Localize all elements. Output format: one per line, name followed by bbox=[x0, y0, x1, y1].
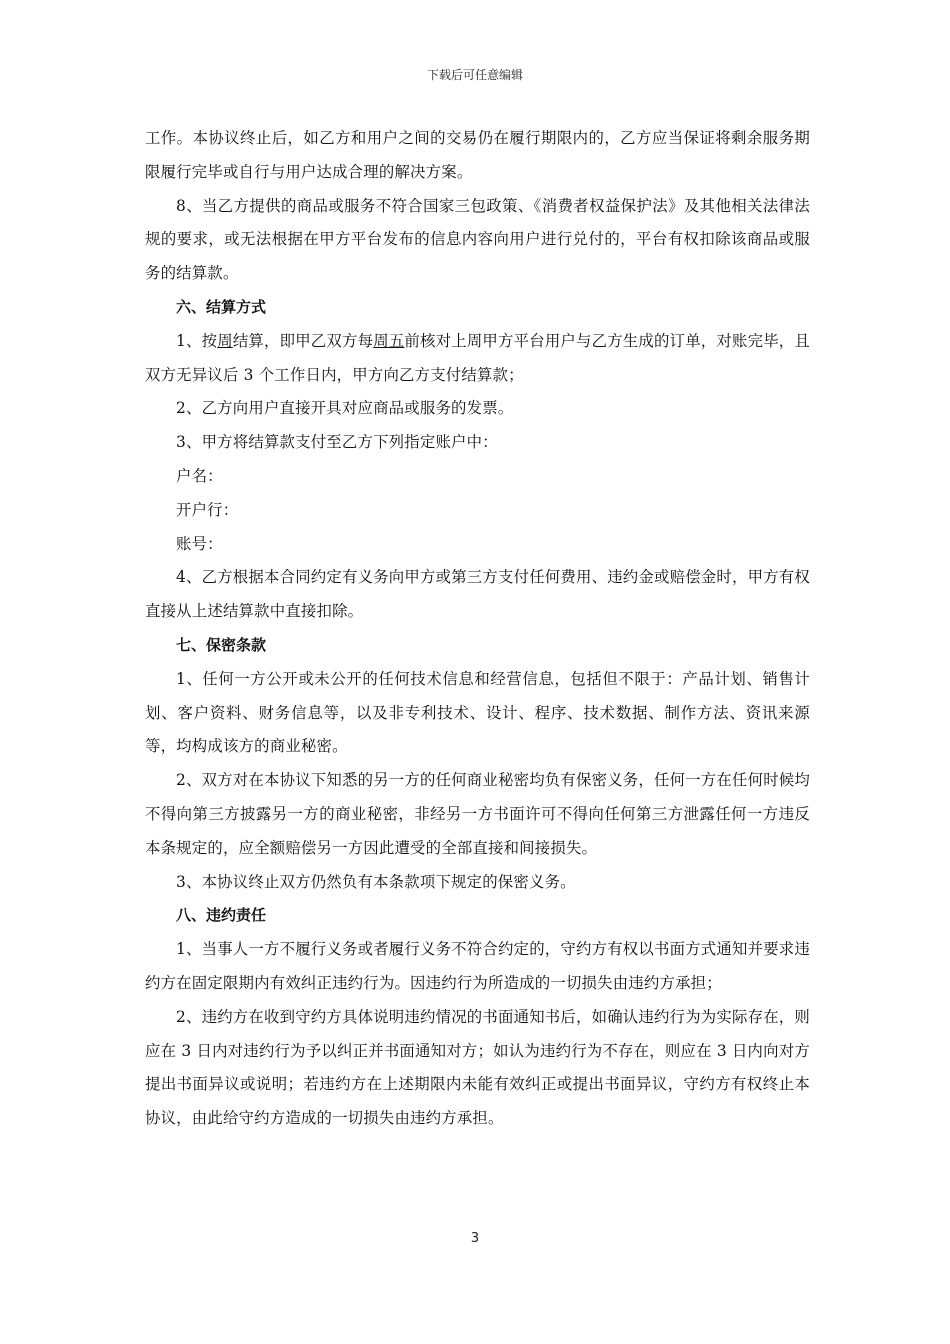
paragraph-settlement-4: 4、乙方根据本合同约定有义务向甲方或第三方支付任何费用、违约金或赔偿金时，甲方有权直接从上述结算款中直接扣除。 bbox=[145, 568, 810, 621]
account-name-line: 户名： bbox=[176, 466, 223, 485]
page-header: 下载后可任意编辑 bbox=[426, 68, 523, 82]
section-heading-confidentiality: 七、保密条款 bbox=[176, 635, 267, 654]
paragraph-confidentiality-2: 2、双方对在本协议下知悉的另一方的任何商业秘密均负有保密义务，任何一方在任何时候均不得向第三方披露另一方的商业秘密，非经另一方书面许可不得向任何第三方泄露任何一方违反本条规定的，应全额赔偿另一方因此遭受的全部直接和间接损失。 bbox=[145, 771, 810, 857]
text-segment: 结算，即甲乙双方每 bbox=[232, 331, 374, 350]
section-heading-breach: 八、违约责任 bbox=[176, 906, 267, 925]
underlined-text: 周 bbox=[217, 331, 233, 350]
paragraph-confidentiality-3: 3、本协议终止双方仍然负有本条款项下规定的保密义务。 bbox=[176, 872, 576, 891]
text-segment: 1、按 bbox=[176, 331, 218, 350]
text-segment: 前核对上周甲方平台用户与乙方生成的订单，对账完毕，且双方无异议后 3 个工作日内，甲方向乙方支付结算款； bbox=[145, 331, 810, 384]
document-body bbox=[145, 122, 810, 1136]
paragraph-settlement-1 bbox=[145, 325, 810, 393]
account-number-line: 账号： bbox=[176, 534, 223, 553]
paragraph-settlement-2: 2、乙方向用户直接开具对应商品或服务的发票。 bbox=[176, 399, 514, 418]
paragraph-confidentiality-1: 1、任何一方公开或未公开的任何技术信息和经营信息，包括但不限于：产品计划、销售计划、客户资料、财务信息等，以及非专利技术、设计、程序、技术数据、制作方法、资讯来源等，均构成该方的商业秘密。 bbox=[145, 669, 810, 756]
page-number: 3 bbox=[470, 1231, 480, 1246]
underlined-text: 周五 bbox=[373, 331, 405, 350]
paragraph-clause-8: 8、当乙方提供的商品或服务不符合国家三包政策、《消费者权益保护法》及其他相关法律法规的要求，或无法根据在甲方平台发布的信息内容向用户进行兑付的，平台有权扣除该商品或服务的结算款。 bbox=[145, 196, 810, 283]
bank-line: 开户行： bbox=[176, 500, 239, 519]
paragraph-continuation: 工作。本协议终止后，如乙方和用户之间的交易仍在履行期限内的，乙方应当保证将剩余服务期限履行完毕或自行与用户达成合理的解决方案。 bbox=[145, 129, 810, 181]
paragraph-breach-1: 1、当事人一方不履行义务或者履行义务不符合约定的，守约方有权以书面方式通知并要求违约方在固定限期内有效纠正违约行为。因违约行为所造成的一切损失由违约方承担； bbox=[145, 940, 810, 992]
paragraph-settlement-3: 3、甲方将结算款支付至乙方下列指定账户中： bbox=[176, 433, 498, 452]
section-heading-settlement: 六、结算方式 bbox=[176, 297, 267, 316]
paragraph-breach-2: 2、违约方在收到守约方具体说明违约情况的书面通知书后，如确认违约行为为实际存在，则应在 3 日内对违约行为予以纠正并书面通知对方；如认为违约行为不存在，则应在 3 日内向对方提出书面异议或说明；若违约方在上述期限内未能有效纠正或提出书面异议，守约方有权终止本协议，由此给守约方造成的一切损失由违约方承担。 bbox=[145, 1007, 810, 1128]
